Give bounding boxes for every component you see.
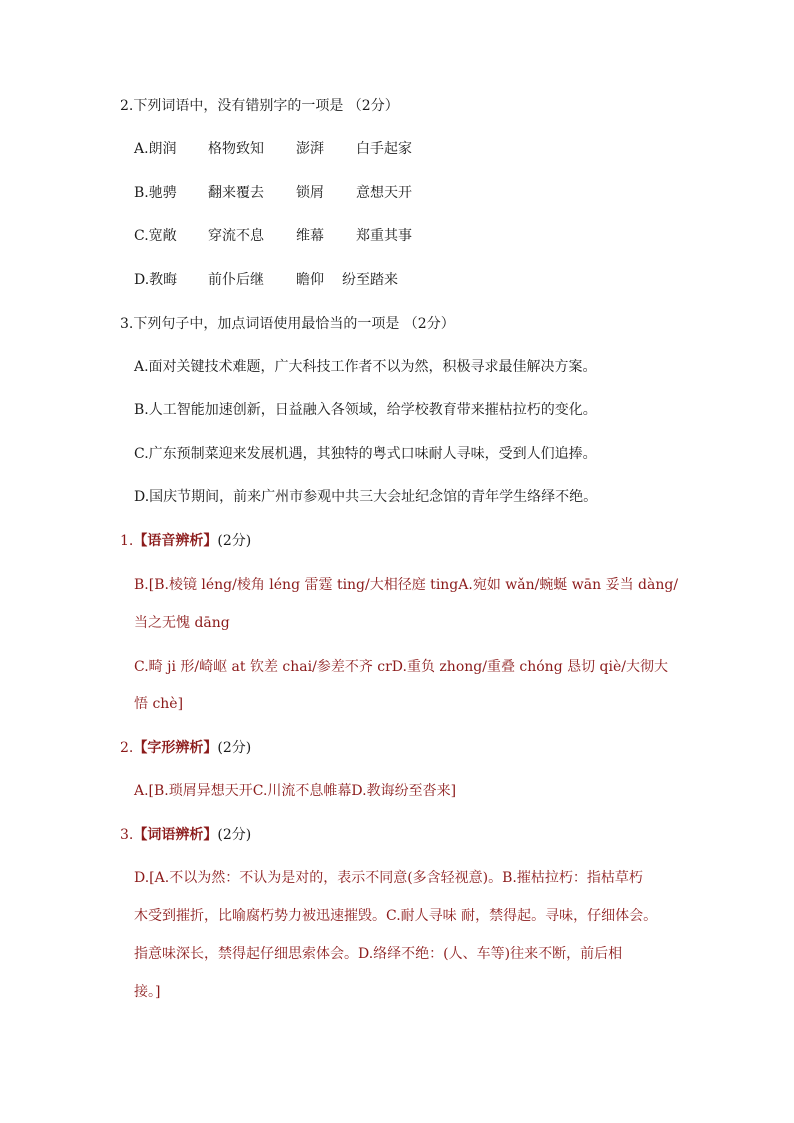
answer-1-line: C.畸 ji 形/崎岖 at 钦差 chai/参差不齐 crD.重负 zhong/重叠 chóng 恳切 qiè/大彻大 — [134, 659, 669, 675]
answer-2-heading — [120, 738, 251, 758]
answer-section-title: 【字形辨析】 — [133, 740, 218, 756]
option-word: 穿流不息 — [208, 228, 264, 244]
option-label: C.宽敞 — [134, 228, 177, 244]
question-3-title: 3.下列句子中，加点词语使用最恰当的一项是 （2分） — [120, 316, 455, 332]
option-word: 格物致知 — [208, 141, 264, 157]
option-word: 郑重其事 — [356, 228, 412, 244]
answer-section-title: 【词语辨析】 — [133, 827, 218, 843]
answer-3-line: D.[A.不以为然：不认为是对的，表示不同意(多含轻视意)。B.摧枯拉朽：指枯草朽 — [134, 870, 643, 886]
answer-score: (2分) — [217, 740, 252, 756]
answer-3-line: 木受到摧折，比喻腐朽势力被迅速摧毁。C.耐人寻味 耐，禁得起。寻味，仔细体会。 — [134, 908, 658, 924]
question-2-option-b — [134, 183, 412, 203]
option-word: 翻来覆去 — [208, 185, 264, 201]
option-word: 纷至踏来 — [342, 272, 398, 288]
answer-section-title: 【语音辨析】 — [133, 533, 218, 549]
option-word: 澎湃 — [296, 141, 324, 157]
question-2-option-c — [134, 226, 412, 246]
question-2-title: 2.下列词语中，没有错别字的一项是 （2分） — [120, 98, 399, 114]
answer-score: (2分) — [217, 533, 252, 549]
option-word: 瞻仰 — [296, 272, 324, 288]
answer-2-line: A.[B.琐屑异想天开C.川流不息帷幕D.教诲纷至沓来] — [134, 783, 457, 799]
question-2-option-a — [134, 139, 412, 159]
answer-3-heading — [120, 825, 251, 845]
option-label: B.驰骋 — [134, 185, 177, 201]
option-word: 意想天开 — [356, 185, 412, 201]
option-word: 前仆后继 — [208, 272, 264, 288]
question-2-option-d — [134, 270, 398, 290]
answer-1-heading — [120, 531, 251, 551]
option-word: 白手起家 — [356, 141, 412, 157]
question-3-option-d: D.国庆节期间，前来广州市参观中共三大会址纪念馆的青年学生络绎不绝。 — [134, 489, 598, 505]
answer-number: 3. — [120, 827, 134, 843]
answer-3-line: 指意味深长，禁得起仔细思索体会。D.络绎不绝：(人、车等)往来不断，前后相 — [134, 946, 623, 962]
option-label: D.教晦 — [134, 272, 178, 288]
answer-number: 1. — [120, 533, 134, 549]
answer-1-line: B.[B.棱镜 léng/棱角 léng 雷霆 ting/大相径庭 tingA.宛如 wǎn/蜿蜒 wān 妥当 dàng/ — [134, 577, 679, 593]
option-word: 维幕 — [296, 228, 324, 244]
question-3-option-c: C.广东预制菜迎来发展机遇，其独特的粤式口味耐人寻味，受到人们追捧。 — [134, 446, 597, 462]
answer-1-line: 悟 chè] — [134, 696, 184, 712]
answer-1-line: 当之无愧 dāng — [134, 615, 230, 631]
answer-score: (2分) — [217, 827, 252, 843]
option-label: A.朗润 — [134, 141, 177, 157]
answer-3-line: 接。] — [134, 984, 161, 1000]
option-word: 锁屑 — [296, 185, 324, 201]
question-3-option-a: A.面对关键技术难题，广大科技工作者不以为然，积极寻求最佳解决方案。 — [134, 359, 597, 375]
question-3-option-b: B.人工智能加速创新，日益融入各领域，给学校教育带来摧枯拉朽的变化。 — [134, 402, 597, 418]
answer-number: 2. — [120, 740, 134, 756]
